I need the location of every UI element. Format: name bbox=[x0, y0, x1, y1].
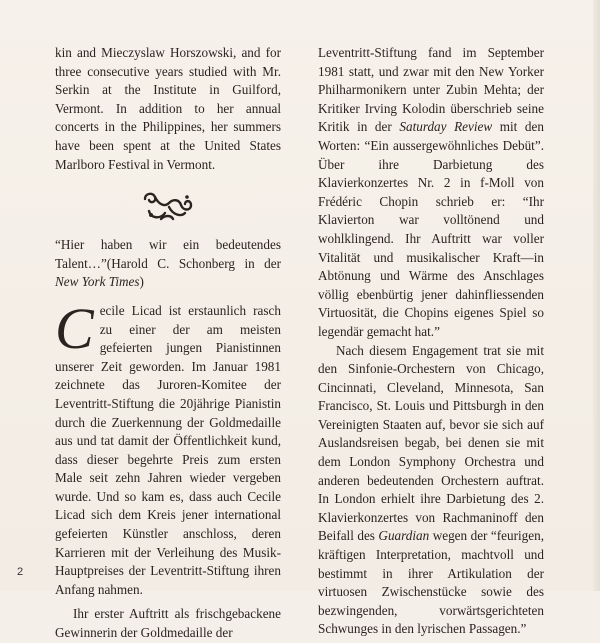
scroll-flourish-icon bbox=[55, 186, 281, 226]
right-column bbox=[318, 44, 544, 639]
debut-review: mit den Worten: “Ein aussergewöhnliches Debüt”. Über ihre Darbietung des Klavierkonzertes Nr. 2 in f-Moll von Frédéric Chopin schrieb er: “Ihr Klavierton war volltönend und wohlklingend. Ihr Auftritt war voller Vitalität und musikalischer Kraft—in Abtönung und Wärme des Anschlages völlig ebenbürtig jener dahinfliessenden Virtuosität, die Chopins eigenes Spiel so legendär gemacht hat.” bbox=[318, 119, 544, 339]
paragraph-licad-intro bbox=[55, 295, 281, 600]
paragraph-biography: kin and Mieczyslaw Horszowski, and for three consecutive years studied with Mr. Serkin at the Institute in Guilford, Vermont. In addition to her annual concerts in the Philippines, her summers have been spent at the United States Marlboro Festival in Vermont. bbox=[55, 45, 281, 172]
page-edge bbox=[593, 0, 600, 591]
quote-source: New York Times bbox=[55, 274, 140, 290]
paragraph-debut bbox=[318, 44, 544, 342]
quote-schonberg bbox=[55, 236, 281, 292]
publication-name: Saturday Review bbox=[399, 119, 493, 135]
orchestras-text: Nach diesem Engagement trat sie mit den Sinfonie-Orchestern von Chicago, Cincinnati, Cleveland, Minnesota, San Francisco, St. Louis und Pittsburgh in den Vereinigten Staaten auf, bevor sie sich auf Auslandsreisen begab, bei denen sie mit dem London Symphony Orchestra und anderen bedeutenden Orchestern auftrat. In London erhielt ihre Darbietung des 2. Klavierkonzertes von Rachmaninoff den Beifall des bbox=[318, 342, 544, 544]
quote-text: “Hier haben wir ein bedeutendes Talent…”(Harold C. Schonberg in der bbox=[55, 237, 281, 271]
paragraph-licad-body: ecile Licad ist erstaunlich rasch zu einer der am meisten gefeierten jungen Pianistinnen unserer Zeit geworden. Im Januar 1981 zeichnete das Juroren-Komitee der Leventritt-Stiftung die 20jährige Pianistin durch die Zuerkennung der Goldmedaille aus und tat damit der Öffentlichkeit kund, dass dieser begehrte Preis zum ersten Male seit zehn Jahren wieder vergeben wurde. Und so kam es, dass auch Cecile Licad sich dem Kreis jener international gefeierten Künstler anschloss, deren Karrieren mit der Verleihung des Musik-Hauptpreises der Leventritt-Stiftung ihren Anfang nahmen. bbox=[55, 302, 281, 597]
left-column bbox=[55, 44, 281, 643]
debut-text: Leventritt-Stiftung fand im September 1981 statt, und zwar mit den New Yorker Philharmonikern unter Zubin Mehta; der Kritiker Irving Kolodin überschrieb seine Kritik in der bbox=[318, 45, 544, 135]
paragraph-orchestras bbox=[318, 342, 544, 640]
guardian-review: wegen der “feurigen, kräftigen Interpretation, machtvoll und bestimmt in ihrer Artikulation der virtuosen Zwischenstücke sowie des bezwingenden, vorwärtsgerichteten Schwunges in den lyrischen Passagen.” bbox=[318, 528, 545, 637]
drop-cap: C bbox=[55, 295, 94, 361]
quote-close: ) bbox=[139, 274, 144, 290]
page-number: 2 bbox=[17, 566, 24, 578]
newspaper-name: Guardian bbox=[378, 528, 430, 544]
paragraph-first-appearance: Ihr erster Auftritt als frischgebackene Gewinnerin der Goldmedaille der bbox=[55, 606, 281, 641]
